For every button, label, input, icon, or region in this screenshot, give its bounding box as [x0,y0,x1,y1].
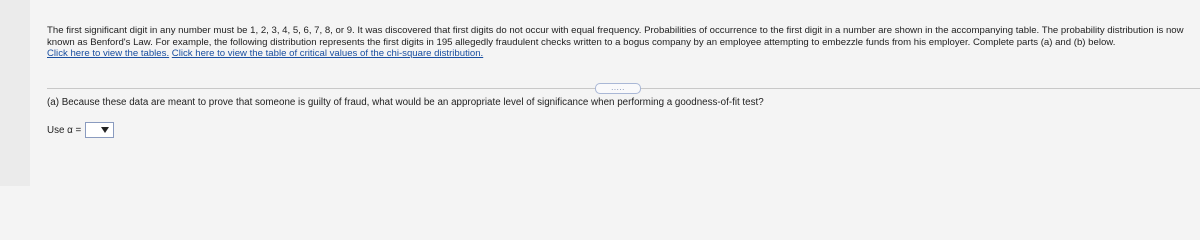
left-margin-strip [0,0,30,186]
part-a-answer-row [47,122,114,138]
chi-square-table-link[interactable]: Click here to view the table of critical values of the chi-square distribution. [171,48,484,60]
part-a-question: (a) Because these data are meant to prove that someone is guilty of fraud, what would be an appropriate level of significance when performing a goodness-of-fit test? [47,97,764,108]
reference-links [47,48,1187,60]
ellipsis-icon: ..... [611,84,625,92]
section-divider [47,83,1200,95]
view-tables-link[interactable]: Click here to view the tables. [47,48,170,60]
question-content [47,25,1187,136]
expand-button[interactable] [595,83,641,94]
problem-statement: The first significant digit in any number must be 1, 2, 3, 4, 5, 6, 7, 8, or 9. It was discovered that first digits do not occur with equal frequency. Probabilities of occurrence to the first digit in a number are shown in the accompanying table. The probability distribution is now known as Benford's Law. For example, the following distribution represents the first digits in 195 allegedly fraudulent checks written to a bogus company by an employee attempting to embezzle funds from his employer. Complete parts (a) and (b) below. [47,25,1184,48]
chevron-down-icon [101,127,109,133]
alpha-dropdown[interactable] [85,122,114,138]
alpha-label: Use α = [47,124,82,136]
